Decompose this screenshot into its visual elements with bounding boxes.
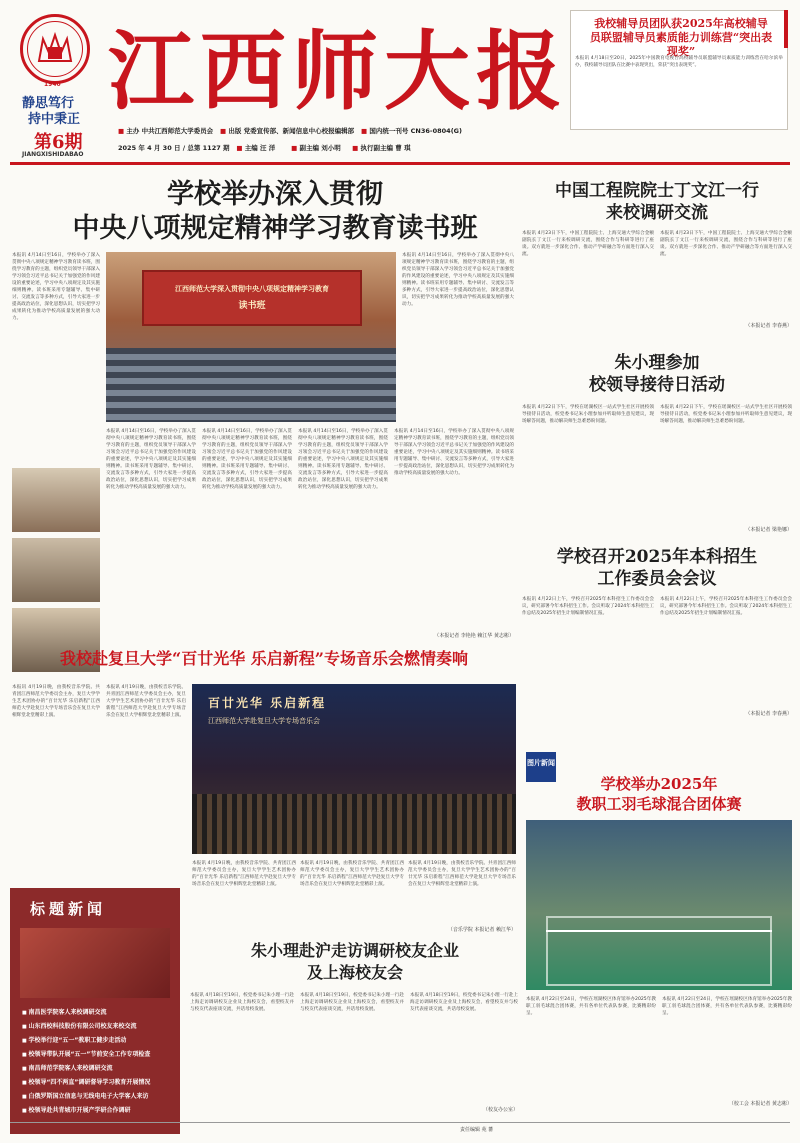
- info-bar-2: 2025 年 4 月 30 日 / 总第 1127 期 ■ 主编 汪 洋 ■ 副主编 刘小明 ■ 执行副主编 曹 琪: [118, 144, 411, 152]
- article1-body-2: 本报讯 4月14日至16日，学校举办了深入贯彻中央八项规定精神学习教育读书班，围绕学习教育的主题，组织党员领导干部深入学习领会习近平总书记关于加强党的作风建设的重要论述，学习中央八项规定及其实施细则精神。读书班采用专题辅导、集中研讨、交流发言等多种方式，引导大家进一步提高政治站位，深化思想认识，切实把学习成果转化为推动学校高质量发展的强大动力。: [202, 429, 292, 490]
- concert-title-2: 江西师范大学赴复旦大学专场音乐会: [208, 717, 320, 725]
- total-issue: 总第 1127 期: [187, 144, 230, 152]
- article1-main-photo: [106, 252, 396, 422]
- orchestra: [192, 794, 516, 854]
- news-brief-item[interactable]: ■ 校领导带队开展“五一”节前安全工作专项检查: [22, 1048, 174, 1062]
- sport-headline-line2: 教职工羽毛球混合团体赛: [576, 795, 742, 813]
- article1-text: 本报讯 4月14日至16日，学校举办了深入贯彻中央八项规定精神学习教育读书班，围绕学习教育的主题，组织党员领导干部深入学习领会习近平总书记关于加强党的作风建设的重要论述，学习中央八项规定及其实施细则精神。读书班采用专题辅导、集中研讨、交流发言等多种方式，引导大家进一步提高政治站位，深化思想认识，切实把学习成果转化为推动学校高质量发展的强大动力。: [12, 253, 100, 321]
- article3-headline: [522, 352, 792, 396]
- article1-credit: （本报记者 李艳艳 赖江华 黄志彬）: [434, 633, 514, 639]
- paper-pinyin: JIANGXISHIDABAO: [22, 151, 84, 158]
- deputy-editor: 副主编 刘小明: [299, 144, 341, 152]
- news-brief-item[interactable]: ■ 校领导赴共青城市开展产学研合作调研: [22, 1104, 174, 1118]
- exec-editor: 执行副主编 曹 琪: [360, 144, 411, 152]
- university-seal-icon: [20, 14, 90, 84]
- article1-headline-line1: 学校举办深入贯彻: [167, 179, 383, 210]
- motto-line-2: 持中秉正: [28, 112, 81, 127]
- sport-credit: （校工会 本报记者 黄志彬）: [728, 1101, 792, 1107]
- editor-chief: 主编 汪 洋: [244, 144, 276, 152]
- article4-credit: （本报记者 李春燕）: [745, 711, 792, 717]
- info-bar-1: ■ 主办 中共江西师范大学委员会 ■ 出版 党委宣传部、新闻信息中心校报编辑部 ■ 国内统一刊号 CN36-0804(G): [118, 127, 462, 135]
- article4-text-col1: 本报讯 4月22日上午，学校召开2025年本科招生工作委员会会议，研究部署今年本科招生工作。会议听取了2024年本科招生工作总结及2025年招生计划编制情况汇报。: [522, 597, 654, 616]
- article2-headline-line1: 中国工程院院士丁文江一行: [555, 181, 759, 201]
- article6-text-col3: 本报讯 4月18日至19日，校党委书记朱小理一行赴上海走访调研校友企业及上海校友会，看望校友并与校友代表座谈交流，共话母校发展。: [410, 993, 518, 1012]
- promo-title: 我校辅导员团队获2025年高校辅导员联盟辅导员素质能力训练营“突出表现奖”: [589, 17, 773, 58]
- news-brief-item[interactable]: ■ 南昌医学院客人来校调研交流: [22, 1006, 174, 1020]
- sport-headline-line1: 学校举办2025年: [600, 775, 718, 793]
- article5-text-col2: 本报讯 4月19日晚，由我校音乐学院、共青团江西师范大学委员会主办，复旦大学学生艺术团协办的“百廿光华 乐启新程”江西师范大学赴复旦大学专场音乐会在复旦大学相辉堂北堂精彩上演。: [106, 685, 186, 718]
- net: [546, 930, 772, 932]
- news-brief-item[interactable]: ■ 白俄罗斯国立信息与无线电电子大学客人来访: [22, 1090, 174, 1104]
- article5-concert-photo: [192, 684, 516, 854]
- publisher: 出版 党委宣传部、新闻信息中心校报编辑部: [228, 127, 355, 135]
- article5-body-1: 本报讯 4月19日晚，由我校音乐学院、共青团江西师范大学委员会主办，复旦大学学生艺术团协办的“百廿光华 乐启新程”江西师范大学赴复旦大学专场音乐会在复旦大学相辉堂北堂精彩上演。: [192, 861, 296, 887]
- footer-rule: [10, 1122, 790, 1123]
- article1-headline-line2: 中央八项规定精神学习教育读书班: [72, 213, 478, 244]
- article1-photo-small-1: [12, 468, 100, 532]
- article5-text-col1: 本报讯 4月19日晚，由我校音乐学院、共青团江西师范大学委员会主办，复旦大学学生艺术团协办的“百廿光华 乐启新程”江西师范大学赴复旦大学专场音乐会在复旦大学相辉堂北堂精彩上演。: [12, 685, 100, 718]
- article6-headline-line2: 及上海校友会: [306, 963, 403, 982]
- masthead: [0, 0, 800, 180]
- seal-emblem-icon: [35, 31, 75, 67]
- article3-text-col1: 本报讯 4月22日下午，学校在瑶湖校区一站式学生社区开展校领导接待日活动，校党委书记朱小理参加并听取师生意见建议，现场解答问题，推动解决师生急难愁盼问题。: [522, 405, 654, 424]
- article1-body-3: 本报讯 4月14日至16日，学校举办了深入贯彻中央八项规定精神学习教育读书班，围绕学习教育的主题，组织党员领导干部深入学习领会习近平总书记关于加强党的作风建设的重要论述，学习中央八项规定及其实施细则精神。读书班采用专题辅导、集中研讨、交流发言等多种方式，引导大家进一步提高政治站位，深化思想认识，切实把学习成果转化为推动学校高质量发展的强大动力。: [298, 429, 388, 490]
- article1-body-1: 本报讯 4月14日至16日，学校举办了深入贯彻中央八项规定精神学习教育读书班，围绕学习教育的主题，组织党员领导干部深入学习领会习近平总书记关于加强党的作风建设的重要论述，学习中央八项规定及其实施细则精神。读书班采用专题辅导、集中研讨、交流发言等多种方式，引导大家进一步提高政治站位，深化思想认识，切实把学习成果转化为推动学校高质量发展的强大动力。: [106, 429, 196, 490]
- promo-side-bar: [784, 10, 788, 48]
- paper-name: 江西师大报: [108, 21, 568, 122]
- article5-credit: （音乐学院 本报记者 赖江华）: [447, 927, 516, 933]
- article2-text-col1: 本报讯 4月23日下午，中国工程院院士、上海交通大学综合金额副院长丁文江一行来校调研交流，围绕合作与科研等进行了座谈。双方就进一步深化合作、推动产学研融合等方面进行深入交流。: [522, 231, 654, 257]
- article6-text-col1: 本报讯 4月18日至19日，校党委书记朱小理一行赴上海走访调研校友企业及上海校友会，看望校友并与校友代表座谈交流，共话母校发展。: [190, 993, 294, 1012]
- news-brief-item[interactable]: ■ 学校举行迎“五一”教职工健步走活动: [22, 1034, 174, 1048]
- article1-photo-small-2: [12, 538, 100, 602]
- promo-box: [570, 10, 788, 130]
- article1-body-4: 本报讯 4月14日至16日，学校举办了深入贯彻中央八项规定精神学习教育读书班，围绕学习教育的主题，组织党员领导干部深入学习领会习近平总书记关于加强党的作风建设的重要论述，学习中央八项规定及其实施细则精神。读书班采用专题辅导、集中研讨、交流发言等多种方式，引导大家进一步提高政治站位，深化思想认识，切实把学习成果转化为推动学校高质量发展的强大动力。: [394, 429, 514, 476]
- article2-headline: [522, 180, 792, 224]
- sponsor: 主办 中共江西师范大学委员会: [126, 127, 214, 135]
- article4-text-col2: 本报讯 4月22日上午，学校召开2025年本科招生工作委员会会议，研究部署今年本科招生工作。会议听取了2024年本科招生工作总结及2025年招生计划编制情况汇报。: [660, 597, 792, 616]
- picture-news-tag: 图片新闻: [526, 752, 556, 782]
- serial-number: 国内统一刊号 CN36-0804(G): [369, 127, 462, 135]
- article4-headline-line1: 学校召开2025年本科招生: [556, 547, 758, 567]
- issue-number: 第6期: [34, 132, 83, 153]
- article5-body-3: 本报讯 4月19日晚，由我校音乐学院、共青团江西师范大学委员会主办，复旦大学学生艺术团协办的“百廿光华 乐启新程”江西师范大学赴复旦大学专场音乐会在复旦大学相辉堂北堂精彩上演。: [408, 861, 516, 887]
- article2-credit: （本报记者 李春燕）: [745, 323, 792, 329]
- concert-title-1: 百廿光华 乐启新程: [208, 696, 327, 710]
- article3-credit: （本报记者 梁艳娜）: [745, 527, 792, 533]
- banner-text-2: 读书班: [238, 301, 266, 311]
- news-brief-item[interactable]: ■ 南昌师范学院客人来校调研交流: [22, 1062, 174, 1076]
- article4-headline-line2: 工作委员会会议: [597, 569, 717, 589]
- article6-headline-line1: 朱小理赴沪走访调研校友企业: [250, 941, 459, 960]
- article2-text-col2: 本报讯 4月23日下午，中国工程院院士、上海交通大学综合金额副院长丁文江一行来校调研交流，围绕合作与科研等进行了座谈。双方就进一步深化合作、推动产学研融合等方面进行深入交流。: [660, 231, 792, 257]
- sport-headline: [526, 774, 792, 814]
- motto: [22, 96, 102, 128]
- article5-headline: 我校赴复旦大学“百廿光华 乐启新程”专场音乐会燃情奏响: [60, 649, 468, 668]
- badminton-photo: [526, 820, 792, 990]
- seal-year: 1940: [44, 81, 61, 88]
- article3-headline-line1: 朱小理参加: [614, 353, 700, 373]
- promo-text: 本报讯 4月18日至20日，2025年中国教育电视台高校辅导员联盟辅导员素质能力训练营在哈尔滨举办，我校辅导员团队在比赛中表现突出，荣获“突出表现奖”。: [575, 56, 783, 68]
- news-brief-item[interactable]: ■ 山东西校科技股份有限公司校友来校交流: [22, 1020, 174, 1034]
- banner-text-1: 江西师范大学深入贯彻中央八项规定精神学习教育: [175, 285, 329, 293]
- news-brief-graphic: [20, 928, 170, 998]
- footer-editor: 责任编辑 苑 蕃: [460, 1127, 494, 1133]
- article2-headline-line2: 来校调研交流: [606, 203, 708, 223]
- article3-text-col2: 本报讯 4月22日下午，学校在瑶湖校区一站式学生社区开展校领导接待日活动，校党委书记朱小理参加并听取师生意见建议，现场解答问题，推动解决师生急难愁盼问题。: [660, 405, 792, 424]
- article1-headline: [40, 178, 510, 246]
- motto-line-1: 静思笃行: [22, 96, 75, 111]
- news-brief-title: 标题新闻: [30, 900, 107, 918]
- sport-text-col2: 本报讯 4月22日至24日，学校在瑶湖校区体育馆举办2025年教职工羽毛球混合团体赛，共有各单位代表队参赛，比赛精彩纷呈。: [662, 997, 792, 1016]
- article1-text-col2: 本报讯 4月14日至16日，学校举办了深入贯彻中央八项规定精神学习教育读书班，围绕学习教育的主题，组织党员领导干部深入学习领会习近平总书记关于加强党的作风建设的重要论述，学习中央八项规定及其实施细则精神。读书班采用专题辅导、集中研讨、交流发言等多种方式，引导大家进一步提高政治站位，深化思想认识，切实把学习成果转化为推动学校高质量发展的强大动力。: [402, 253, 514, 307]
- article6-headline: [190, 940, 520, 984]
- masthead-rule: [10, 162, 790, 165]
- court-lines: [546, 916, 772, 986]
- date-line: 2025 年 4 月 30 日: [118, 144, 181, 152]
- news-brief-box: [10, 888, 180, 1134]
- article6-credit: （校友办公室）: [482, 1107, 518, 1113]
- article5-body-2: 本报讯 4月19日晚，由我校音乐学院、共青团江西师范大学委员会主办，复旦大学学生艺术团协办的“百廿光华 乐启新程”江西师范大学赴复旦大学专场音乐会在复旦大学相辉堂北堂精彩上演。: [300, 861, 404, 887]
- stage-banner: [142, 270, 362, 326]
- audience-rows: [106, 348, 396, 422]
- news-brief-item[interactable]: ■ 校领导“四不两直”调研督导学习教育开展情况: [22, 1076, 174, 1090]
- article4-headline: [522, 546, 792, 590]
- news-brief-list: [22, 1006, 174, 1118]
- article6-text-col2: 本报讯 4月18日至19日，校党委书记朱小理一行赴上海走访调研校友企业及上海校友会，看望校友并与校友代表座谈交流，共话母校发展。: [300, 993, 404, 1012]
- article3-headline-line2: 校领导接待日活动: [589, 375, 725, 395]
- sport-text-col1: 本报讯 4月22日至24日，学校在瑶湖校区体育馆举办2025年教职工羽毛球混合团体赛，共有各单位代表队参赛，比赛精彩纷呈。: [526, 997, 656, 1016]
